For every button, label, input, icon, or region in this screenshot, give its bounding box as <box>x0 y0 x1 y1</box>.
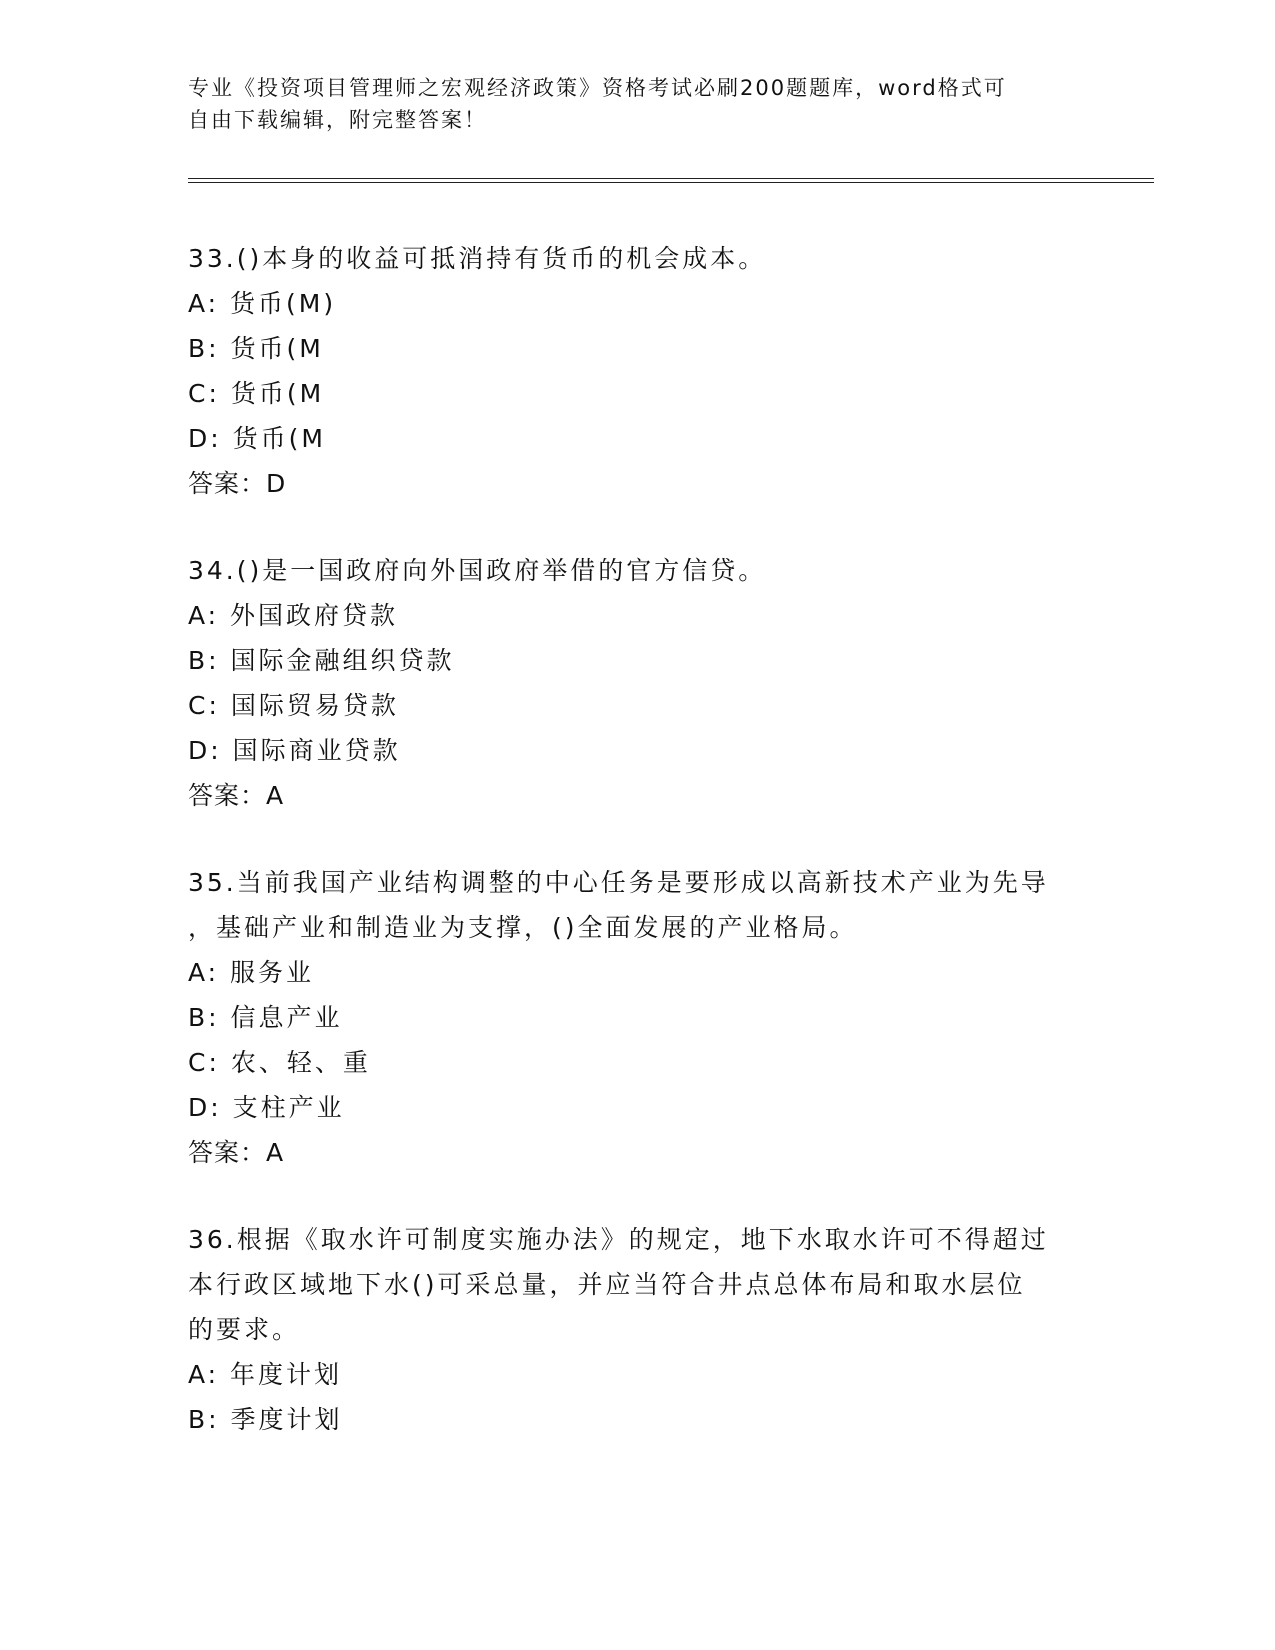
option-c: C: 农、轻、重 <box>188 1048 371 1077</box>
question-stem: 33.()本身的收益可抵消持有货币的机会成本。 <box>188 244 767 273</box>
option-d: D: 货币(M <box>188 424 326 453</box>
option-d: D: 支柱产业 <box>188 1093 345 1122</box>
option-a: A: 年度计划 <box>188 1360 343 1389</box>
answer: 答案：A <box>188 1138 285 1167</box>
option-a: A: 服务业 <box>188 958 315 987</box>
answer: 答案：D <box>188 469 287 498</box>
option-c: C: 国际贸易贷款 <box>188 691 399 720</box>
question-33 <box>188 236 1088 506</box>
question-stem: 36.根据《取水许可制度实施办法》的规定，地下水取水许可不得超过 <box>188 1225 1049 1254</box>
question-stem: 35.当前我国产业结构调整的中心任务是要形成以高新技术产业为先导 <box>188 868 1049 897</box>
question-stem: 本行政区域地下水()可采总量，并应当符合井点总体布局和取水层位 <box>188 1270 1026 1299</box>
answer: 答案：A <box>188 781 285 810</box>
question-stem: 的要求。 <box>188 1315 301 1344</box>
header-line-2: 自由下载编辑，附完整答案！ <box>188 108 487 132</box>
question-35 <box>188 860 1088 1175</box>
question-stem: 34.()是一国政府向外国政府举借的官方信贷。 <box>188 556 767 585</box>
option-b: B: 季度计划 <box>188 1405 343 1434</box>
option-a: A: 货币(M) <box>188 289 337 318</box>
option-a: A: 外国政府贷款 <box>188 601 399 630</box>
question-36 <box>188 1217 1088 1442</box>
document-header <box>188 72 1088 136</box>
option-d: D: 国际商业贷款 <box>188 736 401 765</box>
question-stem: ，基础产业和制造业为支撑，()全面发展的产业格局。 <box>188 913 858 942</box>
option-b: B: 国际金融组织贷款 <box>188 646 455 675</box>
option-b: B: 信息产业 <box>188 1003 343 1032</box>
header-divider <box>188 178 1154 183</box>
header-line-1: 专业《投资项目管理师之宏观经济政策》资格考试必刷200题题库，word格式可 <box>188 76 1007 100</box>
option-c: C: 货币(M <box>188 379 325 408</box>
question-list <box>188 236 1088 1484</box>
option-b: B: 货币(M <box>188 334 324 363</box>
question-34 <box>188 548 1088 818</box>
